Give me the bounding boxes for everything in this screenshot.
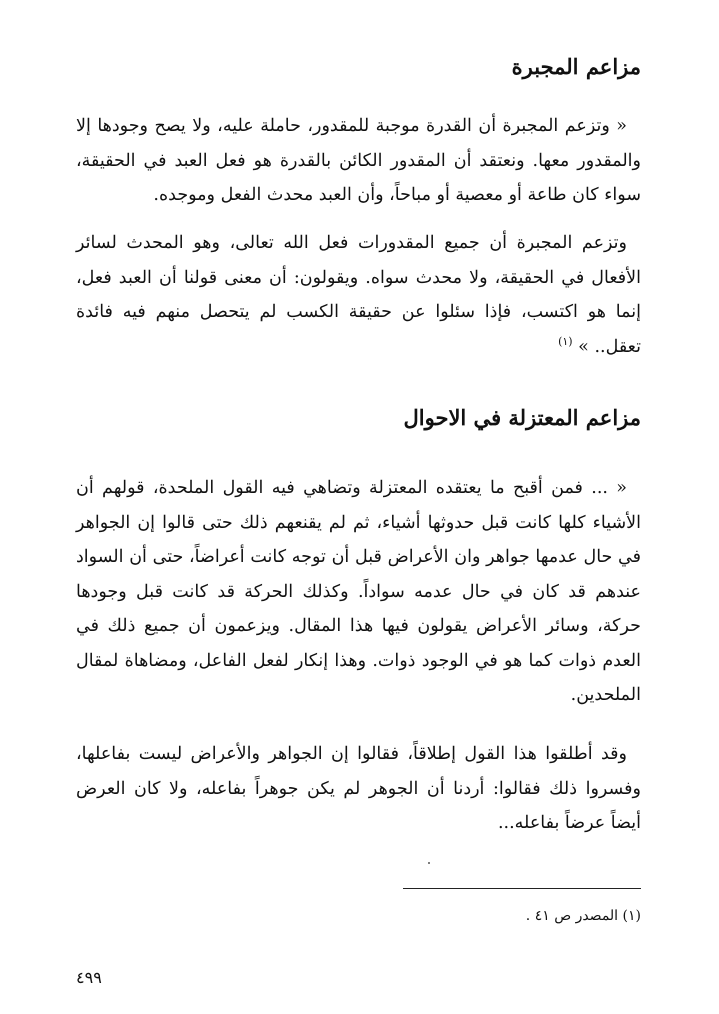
paragraph-text: « وتزعم المجبرة أن القدرة موجبة للمقدور، حاملة عليه، ولا يصح وجودها إلا والمقدور معها. ونعتقد أن المقدور الكائن بالقدرة هو فعل العبد في الحقيقة، سواء كان طاعة أو معصية أو مباحاً، وأن العبد محدث الفعل وموجده. <box>76 116 641 205</box>
section-heading-mujbira: مزاعم المجبرة <box>511 54 641 79</box>
section-heading-mutazila: مزاعم المعتزلة في الاحوال <box>403 405 641 430</box>
paragraph-text: وتزعم المجبرة أن جميع المقدورات فعل الله تعالى، وهو المحدث لسائر الأفعال في الحقيقة، ولا محدث سواه. ويقولون: أن معنى قولنا أن العبد فعل، إنما هو اكتسب، فإذا سئلوا عن حقيقة الكسب لم يتحصل منهم فيه فائدة تعقل.. » <box>76 233 641 357</box>
paragraph-text: وقد أطلقوا هذا القول إطلاقاً، فقالوا إن الجواهر والأعراض ليست بفاعلها، وفسروا ذلك فقالوا: أردنا أن الجوهر لم يكن جوهراً بفاعله، ولا كان العرض أيضاً عرضاً بفاعله... <box>76 744 641 833</box>
paragraph-mutazila-1 <box>76 471 641 713</box>
footnote-marker: (١) <box>558 334 573 348</box>
footnote-divider <box>403 888 641 889</box>
print-speck <box>428 862 430 864</box>
page-number: ٤٩٩ <box>76 968 102 987</box>
paragraph-mujbira-2 <box>76 226 641 364</box>
paragraph-mujbira-1 <box>76 109 641 213</box>
paragraph-text: « ... فمن أقبح ما يعتقده المعتزلة وتضاهي فيه القول الملحدة، قولهم أن الأشياء كلها كانت قبل حدوثها أشياء، ثم لم يقنعهم ذلك حتى قالوا إن الجواهر في حال عدمها جواهر وان الأعراض قبل أن توجه كانت أعراضاً، حتى أن السواد عندهم قد كان في حال عدمه سواداً. وكذلك الحركة قد كانت قبل وجودها حركة، وسائر الأعراض يقولون فيها هذا المقال. ويزعمون أن جميع ذلك في العدم ذوات كما هو في الوجود ذوات. وهذا إنكار لفعل الفاعل، ومضاهاة لمقال الملحدين. <box>76 478 641 705</box>
paragraph-mutazila-2 <box>76 737 641 841</box>
footnote: (١) المصدر ص ٤١ . <box>525 908 641 924</box>
